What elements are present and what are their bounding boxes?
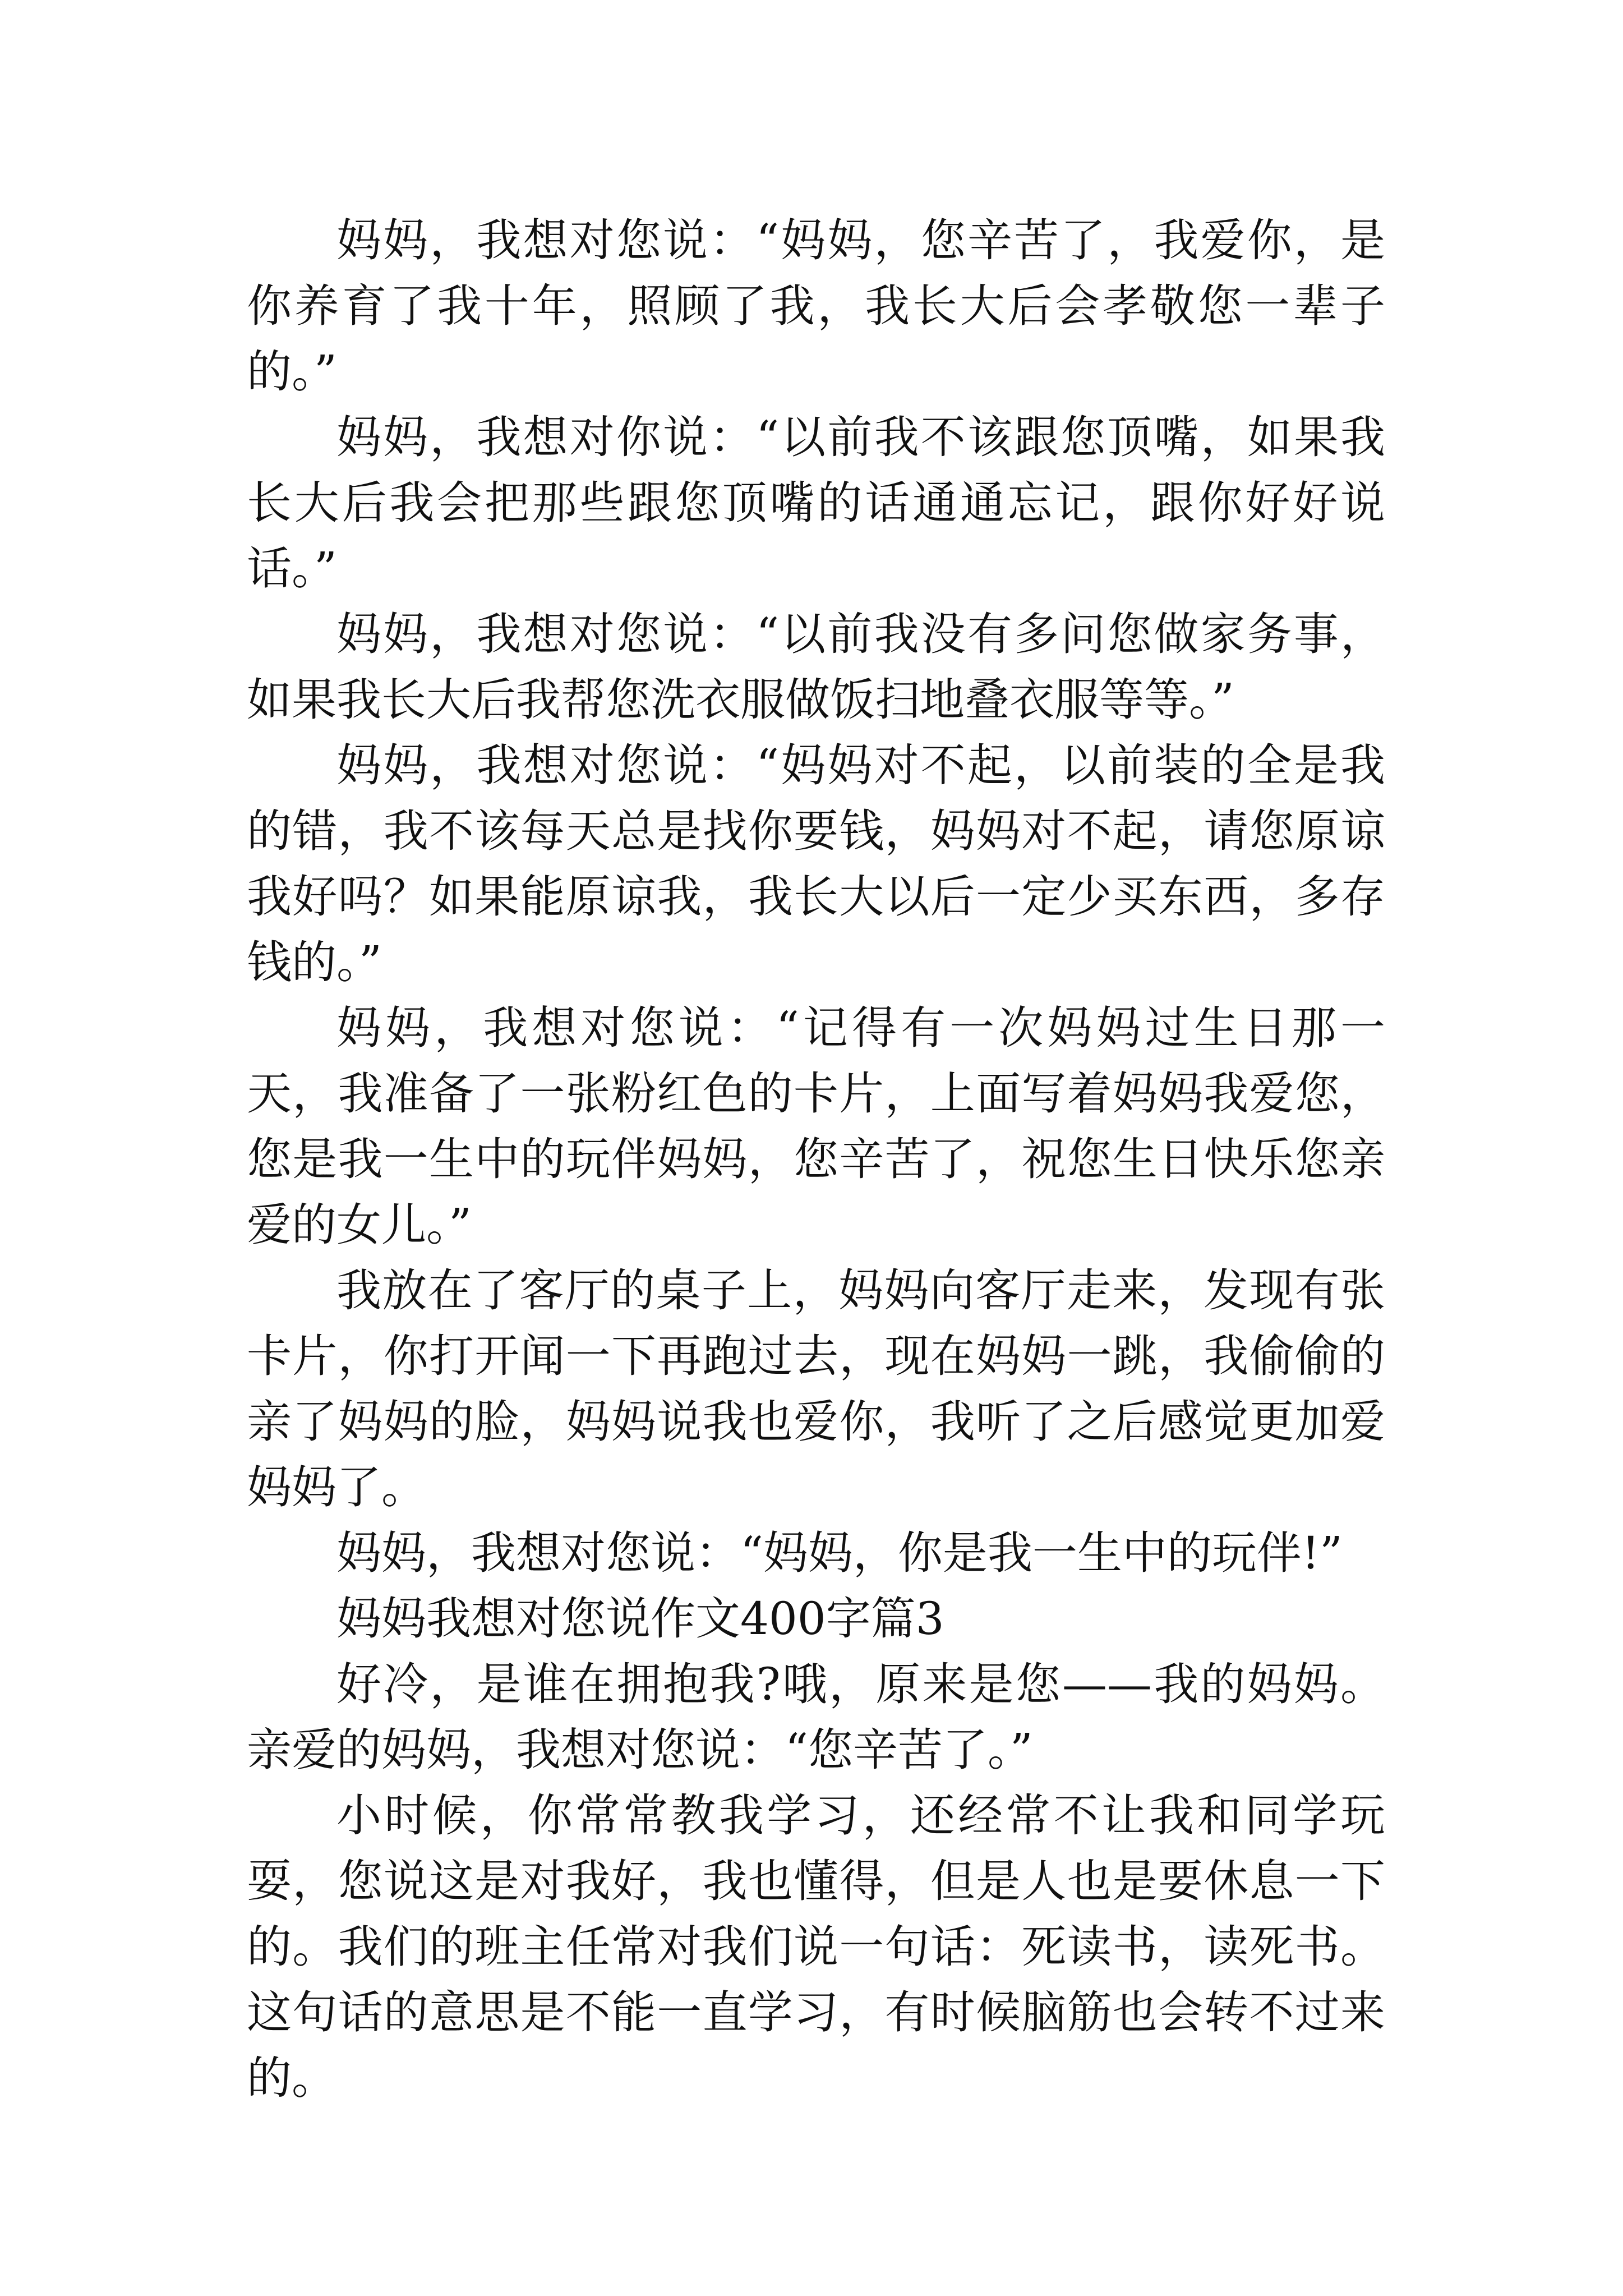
paragraph: 妈妈，我想对您说：“妈妈，您辛苦了，我爱你，是你养育了我十年，照顾了我，我长大后会孝敬您一辈子的。”	[247, 214, 1385, 398]
paragraph: 妈妈，我想对您说：“记得有一次妈妈过生日那一天，我准备了一张粉红色的卡片，上面写着妈妈我爱您，您是我一生中的玩伴妈妈，您辛苦了，祝您生日快乐您亲爱的女儿。”	[247, 1002, 1385, 1251]
paragraph: 妈妈，我想对您说：“妈妈对不起，以前装的全是我的错，我不该每天总是找你要钱，妈妈对不起，请您原谅我好吗？如果能原谅我，我长大以后一定少买东西，多存钱的。”	[247, 739, 1385, 988]
paragraph: 小时候，你常常教我学习，还经常不让我和同学玩耍，您说这是对我好，我也懂得，但是人也是要休息一下的。我们的班主任常对我们说一句话：死读书，读死书。这句话的意思是不能一直学习，有时候脑筋也会转不过来的。	[247, 1789, 1385, 2104]
paragraph: 妈妈，我想对您说：“妈妈，你是我一生中的玩伴!”	[336, 1527, 1343, 1579]
section-heading: 妈妈我想对您说作文400字篇3	[336, 1593, 944, 1645]
paragraph: 好冷，是谁在拥抱我?哦，原来是您——我的妈妈。亲爱的妈妈，我想对您说：“您辛苦了。”	[247, 1658, 1385, 1776]
paragraph: 妈妈，我想对您说：“以前我没有多问您做家务事，如果我长大后我帮您洗衣服做饭扫地叠衣服等等。”	[247, 608, 1385, 726]
paragraph: 我放在了客厅的桌子上，妈妈向客厅走来，发现有张卡片，你打开闻一下再跑过去，现在妈妈一跳，我偷偷的亲了妈妈的脸，妈妈说我也爱你，我听了之后感觉更加爱妈妈了。	[247, 1264, 1385, 1513]
document-body	[247, 208, 1385, 2111]
paragraph: 妈妈，我想对你说：“以前我不该跟您顶嘴，如果我长大后我会把那些跟您顶嘴的话通通忘记，跟你好好说话。”	[247, 411, 1385, 595]
